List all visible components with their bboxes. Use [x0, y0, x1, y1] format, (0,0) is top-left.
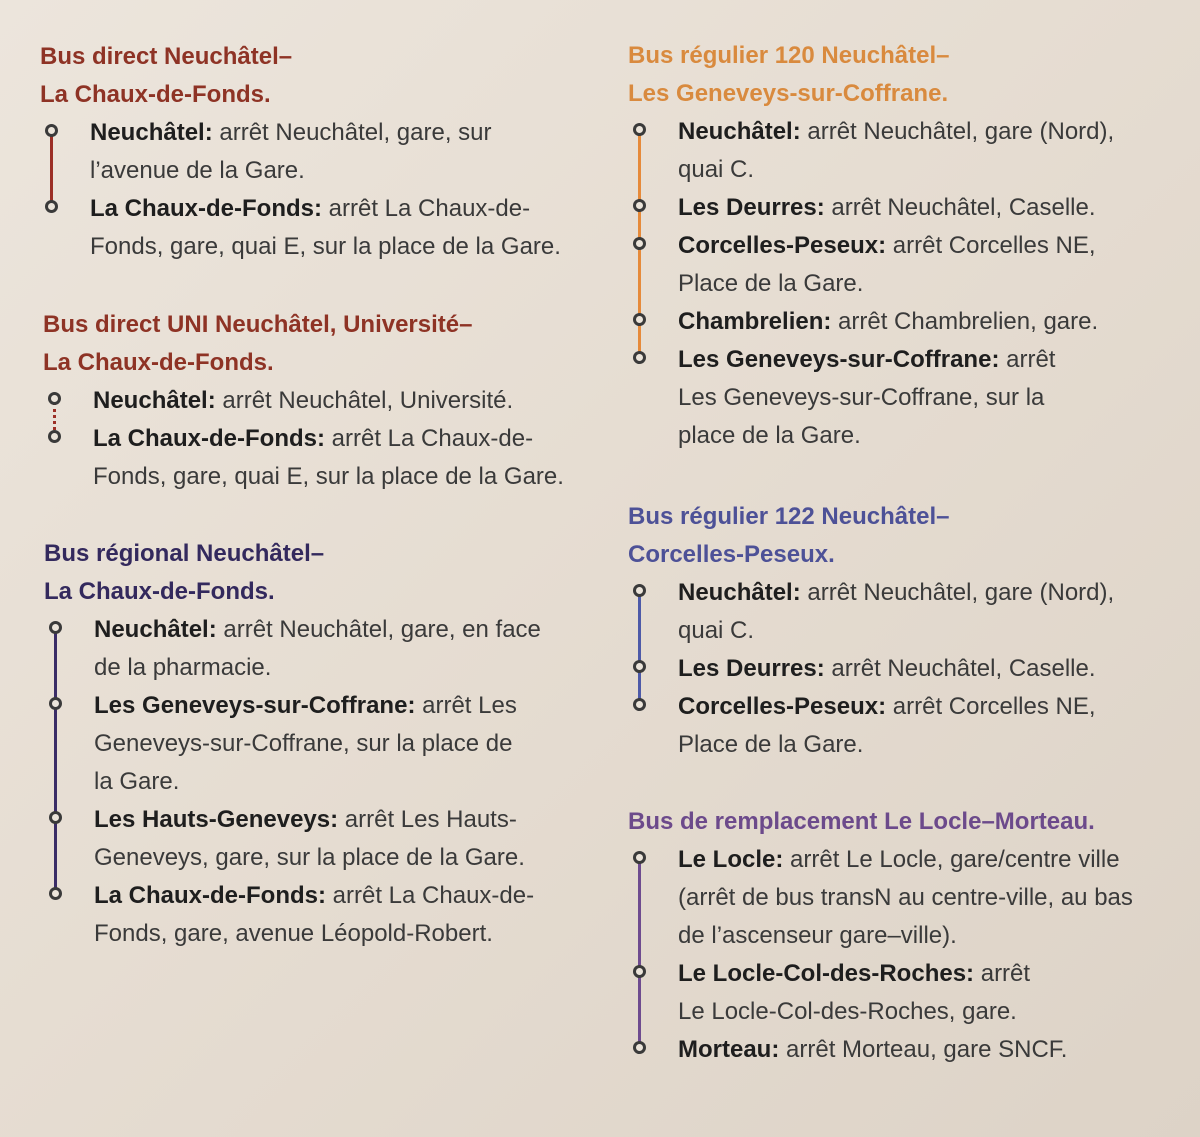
stop-list — [40, 114, 600, 266]
section-title: Corcelles-Peseux. — [628, 541, 835, 568]
stop-item: Corcelles-Peseux: arrêt Corcelles NE, Place de la Gare. — [628, 688, 1188, 764]
section-title: Bus régulier 122 Neuchâtel– — [628, 503, 950, 530]
stop-marker-icon — [633, 313, 646, 326]
stop-item: Les Geneveys-sur-Coffrane: arrêt Les Geneveys-sur-Coffrane, sur la place de la Gare. — [44, 687, 604, 801]
stop-item: La Chaux-de-Fonds: arrêt La Chaux-de- Fonds, gare, avenue Léopold-Robert. — [44, 877, 604, 953]
section-bus-regulier-122 — [628, 498, 1188, 764]
route-line — [50, 132, 53, 208]
stop-marker-icon — [633, 199, 646, 212]
stop-marker-icon — [45, 200, 58, 213]
stop-marker-icon — [45, 124, 58, 137]
route-line — [638, 592, 641, 706]
stop-marker-icon — [49, 697, 62, 710]
section-title: La Chaux-de-Fonds. — [43, 349, 274, 376]
stop-marker-icon — [49, 887, 62, 900]
section-title: La Chaux-de-Fonds. — [40, 81, 271, 108]
stop-list — [43, 382, 603, 496]
stop-list — [628, 574, 1188, 764]
stop-item: Les Geneveys-sur-Coffrane: arrêt Les Geneveys-sur-Coffrane, sur la place de la Gare. — [628, 341, 1188, 455]
route-line — [638, 859, 641, 1049]
section-bus-direct — [40, 38, 600, 266]
stop-marker-icon — [633, 123, 646, 136]
stop-marker-icon — [633, 584, 646, 597]
stop-list — [628, 841, 1193, 1069]
stop-item: Neuchâtel: arrêt Neuchâtel, gare, en face de la pharmacie. — [44, 611, 604, 687]
stop-item: Les Hauts-Geneveys: arrêt Les Hauts- Geneveys, gare, sur la place de la Gare. — [44, 801, 604, 877]
stop-item: Le Locle-Col-des-Roches: arrêt Le Locle-Col-des-Roches, gare. — [628, 955, 1193, 1031]
route-line — [54, 629, 57, 893]
section-bus-direct-uni — [43, 306, 603, 496]
section-title: Bus régulier 120 Neuchâtel– — [628, 42, 950, 69]
stop-item: Morteau: arrêt Morteau, gare SNCF. — [628, 1031, 1193, 1069]
stop-marker-icon — [48, 392, 61, 405]
stop-marker-icon — [48, 430, 61, 443]
stop-item: Chambrelien: arrêt Chambrelien, gare. — [628, 303, 1188, 341]
stop-marker-icon — [633, 965, 646, 978]
section-bus-regulier-120 — [628, 37, 1188, 455]
stop-list — [44, 611, 604, 953]
stop-marker-icon — [633, 660, 646, 673]
stop-item: La Chaux-de-Fonds: arrêt La Chaux-de- Fonds, gare, quai E, sur la place de la Gare. — [43, 420, 603, 496]
stop-item: Les Deurres: arrêt Neuchâtel, Caselle. — [628, 189, 1188, 227]
stop-item: Neuchâtel: arrêt Neuchâtel, gare (Nord), quai C. — [628, 574, 1188, 650]
section-bus-remplacement — [628, 803, 1193, 1069]
stop-item: Neuchâtel: arrêt Neuchâtel, gare (Nord), quai C. — [628, 113, 1188, 189]
stop-list — [628, 113, 1188, 455]
section-bus-regional — [44, 535, 604, 953]
stop-marker-icon — [633, 1041, 646, 1054]
stop-item: Neuchâtel: arrêt Neuchâtel, gare, sur l’avenue de la Gare. — [40, 114, 600, 190]
stop-marker-icon — [633, 237, 646, 250]
stop-marker-icon — [49, 621, 62, 634]
stop-marker-icon — [633, 351, 646, 364]
stop-marker-icon — [633, 851, 646, 864]
section-title: Bus régional Neuchâtel– — [44, 540, 325, 567]
stop-item: Neuchâtel: arrêt Neuchâtel, Université. — [43, 382, 603, 420]
stop-marker-icon — [49, 811, 62, 824]
section-title: Les Geneveys-sur-Coffrane. — [628, 80, 949, 107]
stop-item: La Chaux-de-Fonds: arrêt La Chaux-de- Fonds, gare, quai E, sur la place de la Gare. — [40, 190, 600, 266]
stop-item: Les Deurres: arrêt Neuchâtel, Caselle. — [628, 650, 1188, 688]
section-title: Bus direct UNI Neuchâtel, Université– — [43, 311, 473, 338]
section-title: Bus de remplacement Le Locle–Morteau. — [628, 808, 1095, 835]
section-title: La Chaux-de-Fonds. — [44, 578, 275, 605]
stop-item: Corcelles-Peseux: arrêt Corcelles NE, Place de la Gare. — [628, 227, 1188, 303]
section-title: Bus direct Neuchâtel– — [40, 43, 293, 70]
stop-item: Le Locle: arrêt Le Locle, gare/centre ville (arrêt de bus transN au centre-ville, au bas de l’ascenseur gare–ville). — [628, 841, 1193, 955]
stop-marker-icon — [633, 698, 646, 711]
